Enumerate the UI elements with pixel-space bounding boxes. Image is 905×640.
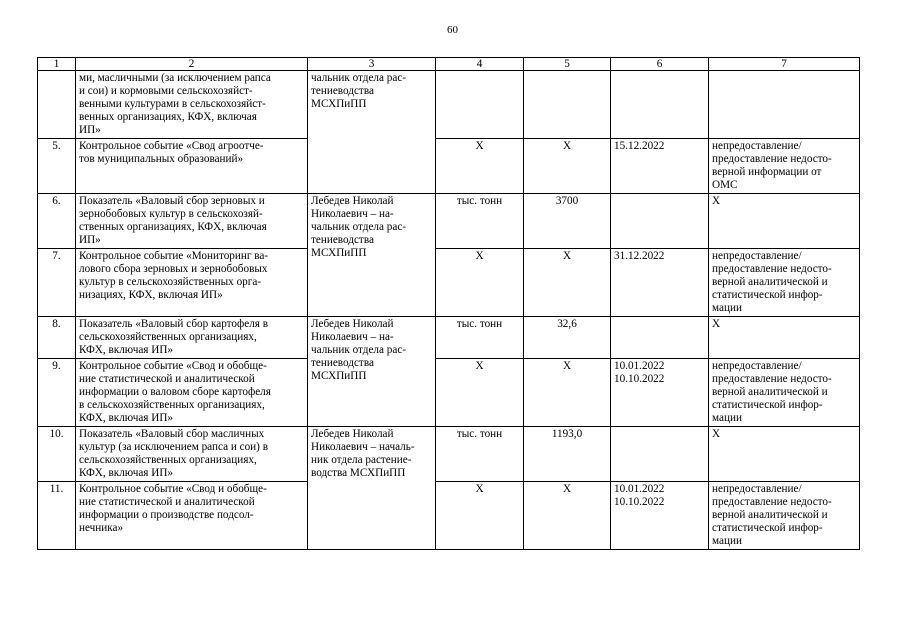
row-value: 32,6 (524, 317, 611, 359)
table-row (38, 482, 860, 550)
row-responsible: Лебедев Николай Николаевич – на- чальник отдела рас- тениеводства МСХПиПП (308, 317, 436, 427)
plan-table (37, 57, 860, 550)
row-date: 15.12.2022 (611, 139, 709, 194)
row-number: 5. (38, 139, 76, 194)
table-row (38, 249, 860, 317)
table-row (38, 71, 860, 139)
row-date: 10.01.2022 10.10.2022 (611, 482, 709, 550)
column-header: 4 (436, 58, 524, 71)
row-number: 11. (38, 482, 76, 550)
row-risk: непредоставление/ предоставление недосто- верной аналитической и статистической инфор- мации (709, 359, 860, 427)
row-value: Х (524, 359, 611, 427)
row-description: Показатель «Валовый сбор масличных культур (за исключением рапса и сои) в сельскохозяйственных организациях, КФХ, включая ИП» (76, 427, 308, 482)
page-number: 60 (447, 24, 458, 36)
row-unit: Х (436, 482, 524, 550)
column-header: 5 (524, 58, 611, 71)
table-row (38, 317, 860, 359)
row-number: 8. (38, 317, 76, 359)
row-date (611, 427, 709, 482)
row-value: 3700 (524, 194, 611, 249)
row-value: Х (524, 249, 611, 317)
row-description: Показатель «Валовый сбор картофеля в сельскохозяйственных организациях, КФХ, включая ИП» (76, 317, 308, 359)
row-value: Х (524, 482, 611, 550)
column-header: 7 (709, 58, 860, 71)
row-risk: Х (709, 317, 860, 359)
row-unit: Х (436, 139, 524, 194)
row-description: ми, масличными (за исключением рапса и сои) и кормовыми сельскохозяйст- венными культурами в сельскохозяйст- венных организациях, КФХ, включая ИП» (76, 71, 308, 139)
row-risk: непредоставление/ предоставление недосто- верной информации от ОМС (709, 139, 860, 194)
row-unit (436, 71, 524, 139)
row-risk: непредоставление/ предоставление недосто- верной аналитической и статистической инфор- мации (709, 249, 860, 317)
row-value (524, 71, 611, 139)
row-description: Показатель «Валовый сбор зерновых и зернобобовых культур в сельскохозяй- ственных организациях, КФХ, включая ИП» (76, 194, 308, 249)
row-date: 31.12.2022 (611, 249, 709, 317)
row-number: 7. (38, 249, 76, 317)
row-description: Контрольное событие «Свод и обобще- ние статистической и аналитической информации о производстве подсол- нечника» (76, 482, 308, 550)
row-date (611, 317, 709, 359)
table-row (38, 194, 860, 249)
row-date (611, 71, 709, 139)
row-description: Контрольное событие «Свод и обобще- ние статистической и аналитической информации о валовом сборе картофеля в сельскохозяйственных организациях, КФХ, включая ИП» (76, 359, 308, 427)
column-header: 3 (308, 58, 436, 71)
row-responsible: Лебедев Николай Николаевич – на- чальник отдела рас- тениеводства МСХПиПП (308, 194, 436, 317)
row-number: 9. (38, 359, 76, 427)
column-header: 2 (76, 58, 308, 71)
row-responsible: чальник отдела рас- тениеводства МСХПиПП (308, 71, 436, 194)
row-risk: Х (709, 427, 860, 482)
row-unit: тыс. тонн (436, 317, 524, 359)
row-responsible: Лебедев Николай Николаевич – началь- ник отдела растение- водства МСХПиПП (308, 427, 436, 550)
row-description: Контрольное событие «Мониторинг ва- лового сбора зерновых и зернобобовых культур в сельскохозяйственных орга- низациях, КФХ, включая ИП» (76, 249, 308, 317)
row-description: Контрольное событие «Свод агроотче- тов муниципальных образований» (76, 139, 308, 194)
row-unit: тыс. тонн (436, 194, 524, 249)
column-header: 1 (38, 58, 76, 71)
row-value: Х (524, 139, 611, 194)
row-number: 10. (38, 427, 76, 482)
row-number: 6. (38, 194, 76, 249)
table-row (38, 139, 860, 194)
header-row (38, 58, 860, 71)
row-risk: Х (709, 194, 860, 249)
table-row (38, 359, 860, 427)
row-unit: Х (436, 359, 524, 427)
row-date: 10.01.2022 10.10.2022 (611, 359, 709, 427)
row-number (38, 71, 76, 139)
row-unit: Х (436, 249, 524, 317)
table-row (38, 427, 860, 482)
row-date (611, 194, 709, 249)
row-risk: непредоставление/ предоставление недосто- верной аналитической и статистической инфор- мации (709, 482, 860, 550)
row-unit: тыс. тонн (436, 427, 524, 482)
row-risk (709, 71, 860, 139)
row-value: 1193,0 (524, 427, 611, 482)
column-header: 6 (611, 58, 709, 71)
